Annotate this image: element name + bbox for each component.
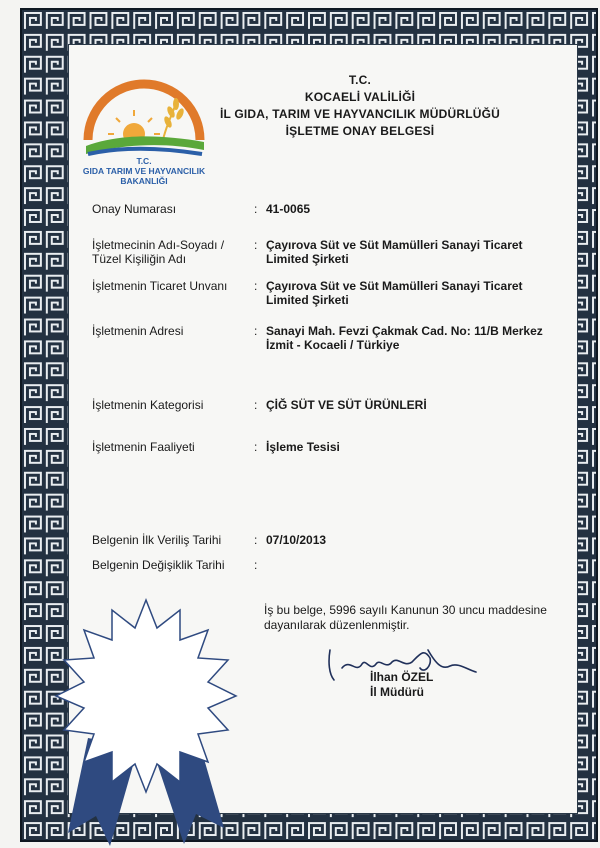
signatory [370,670,433,700]
logo-line-2: GIDA TARIM VE HAYVANCILIK [82,166,206,176]
logo-caption [78,156,210,186]
logo-line-1: T.C. [136,156,152,166]
field-value: Çayırova Süt ve Süt Mamülleri Sanayi Ticaret Limited Şirketi [266,238,523,266]
field-label: Belgenin İlk Veriliş Tarihi [92,533,222,547]
field-value: Çayırova Süt ve Süt Mamülleri Sanayi Ticaret Limited Şirketi [266,279,523,307]
field-colon: : [254,558,258,572]
signatory-title: İl Müdürü [370,685,424,699]
signatory-name: İlhan ÖZEL [370,670,434,684]
logo-line-3: BAKANLIĞI [120,176,168,186]
field-colon: : [254,202,258,216]
field-value: 41-0065 [266,202,311,216]
header-line-2: KOCAELİ VALİLİĞİ [304,90,416,104]
field-label: Onay Numarası [92,202,177,216]
field-colon: : [254,398,258,412]
field-colon: : [254,440,258,454]
field-value: Sanayi Mah. Fevzi Çakmak Cad. No: 11/B Merkez İzmit - Kocaeli / Türkiye [266,324,543,352]
field-label: İşletmenin Kategorisi [92,398,204,412]
field-label: İşletmenin Adresi [92,324,184,338]
header-line-3: İL GIDA, TARIM VE HAYVANCILIK MÜDÜRLÜĞÜ [219,107,501,121]
field-colon: : [254,238,258,252]
field-colon: : [254,279,258,293]
field-label: İşletmenin Faaliyeti [92,440,195,454]
field-label: İşletmenin Ticaret Unvanı [92,279,228,293]
document-header [0,72,600,140]
legal-note: İş bu belge, 5996 sayılı Kanunun 30 uncu maddesine dayanılarak düzenlenmiştir. [264,603,547,632]
field-label: Belgenin Değişiklik Tarihi [92,558,225,572]
seal-rosette-icon [48,588,244,848]
header-line-1: T.C. [348,73,372,87]
field-colon: : [254,533,258,547]
field-value: İşleme Tesisi [266,440,340,454]
field-colon: : [254,324,258,338]
header-line-4: İŞLETME ONAY BELGESİ [285,124,435,138]
field-value: 07/10/2013 [266,533,327,547]
field-value: ÇİĞ SÜT VE SÜT ÜRÜNLERİ [266,398,427,412]
field-label: İşletmecinin Adı-Soyadı / Tüzel Kişiliğin Adı [92,238,225,266]
